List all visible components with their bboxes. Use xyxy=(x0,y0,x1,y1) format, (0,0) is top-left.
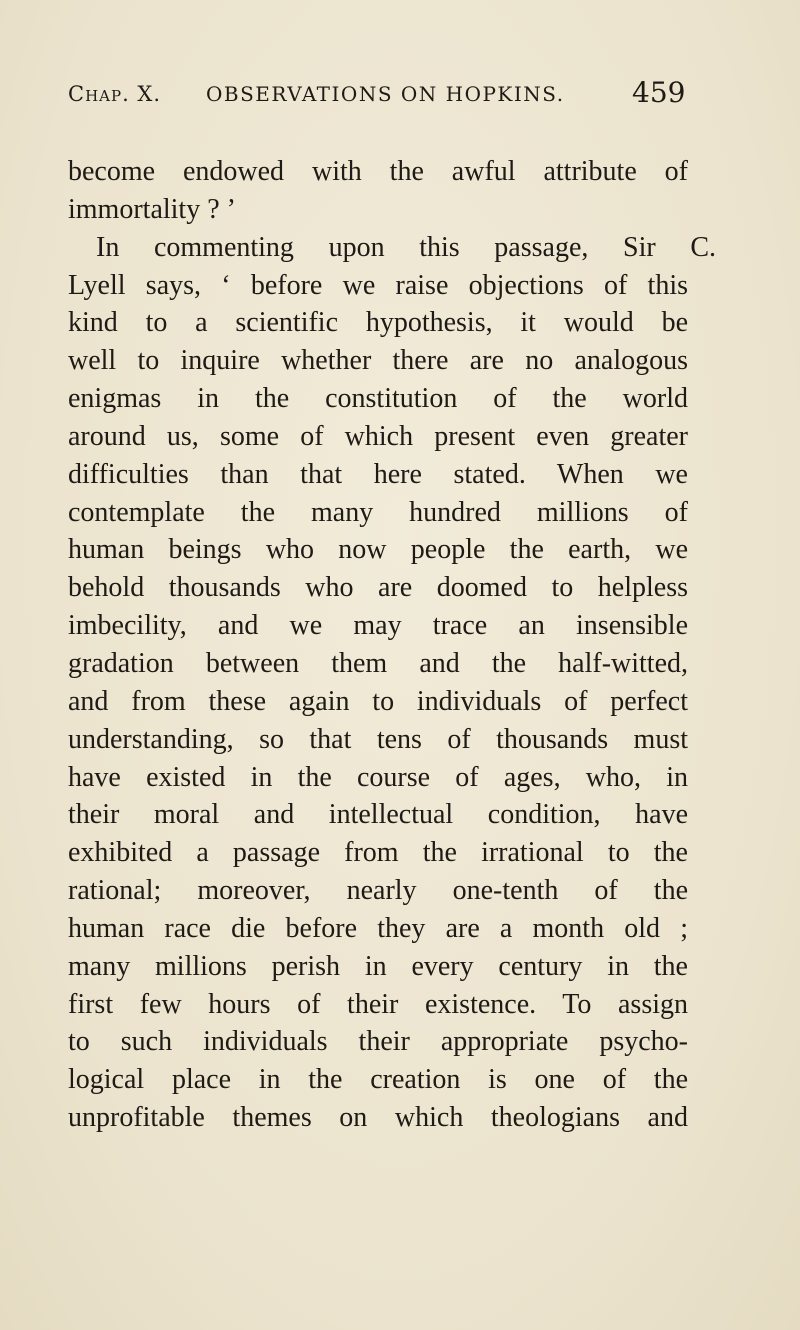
text-line: In commenting upon this passage, Sir C. xyxy=(96,231,716,263)
text-line: human race die before they are a month old ; xyxy=(68,912,688,944)
text-line: enigmas in the constitution of the world xyxy=(68,383,688,415)
text-line: contemplate the many hundred millions of xyxy=(68,496,688,528)
text-line: unprofitable themes on which theologians and xyxy=(68,1102,688,1134)
text-line: immortality ? ’ xyxy=(68,193,236,225)
text-line: logical place in the creation is one of the xyxy=(68,1064,688,1096)
text-line: have existed in the course of ages, who, in xyxy=(68,761,688,793)
running-header xyxy=(68,72,686,116)
text-line: difficulties than that here stated. When we xyxy=(68,458,688,490)
text-line: exhibited a passage from the irrational to the xyxy=(68,837,688,869)
text-line: rational; moreover, nearly one-tenth of the xyxy=(68,875,688,907)
text-line: kind to a scientific hypothesis, it would be xyxy=(68,307,688,339)
text-line: many millions perish in every century in the xyxy=(68,950,688,982)
text-line: human beings who now people the earth, we xyxy=(68,534,688,566)
text-line: behold thousands who are doomed to helpless xyxy=(68,572,688,604)
text-line: become endowed with the awful attribute of xyxy=(68,156,688,187)
text-line: around us, some of which present even greater xyxy=(68,420,688,452)
text-line: Lyell says, ‘ before we raise objections of this xyxy=(68,269,688,301)
text-line: and from these again to individuals of perfect xyxy=(68,685,688,717)
chapter-label: Chap. X. xyxy=(68,82,162,106)
text-line: to such individuals their appropriate psycho- xyxy=(68,1026,688,1058)
text-line: imbecility, and we may trace an insensible xyxy=(68,610,688,642)
text-line: well to inquire whether there are no analogous xyxy=(68,345,688,377)
text-line: gradation between them and the half-witted, xyxy=(68,647,688,679)
body-text xyxy=(68,153,716,1137)
page-number: 459 xyxy=(632,76,686,109)
text-line: understanding, so that tens of thousands must xyxy=(68,723,688,755)
text-line: their moral and intellectual condition, have xyxy=(68,799,688,831)
running-title: OBSERVATIONS ON HOPKINS. xyxy=(206,82,565,106)
text-line: first few hours of their existence. To assign xyxy=(68,988,688,1020)
